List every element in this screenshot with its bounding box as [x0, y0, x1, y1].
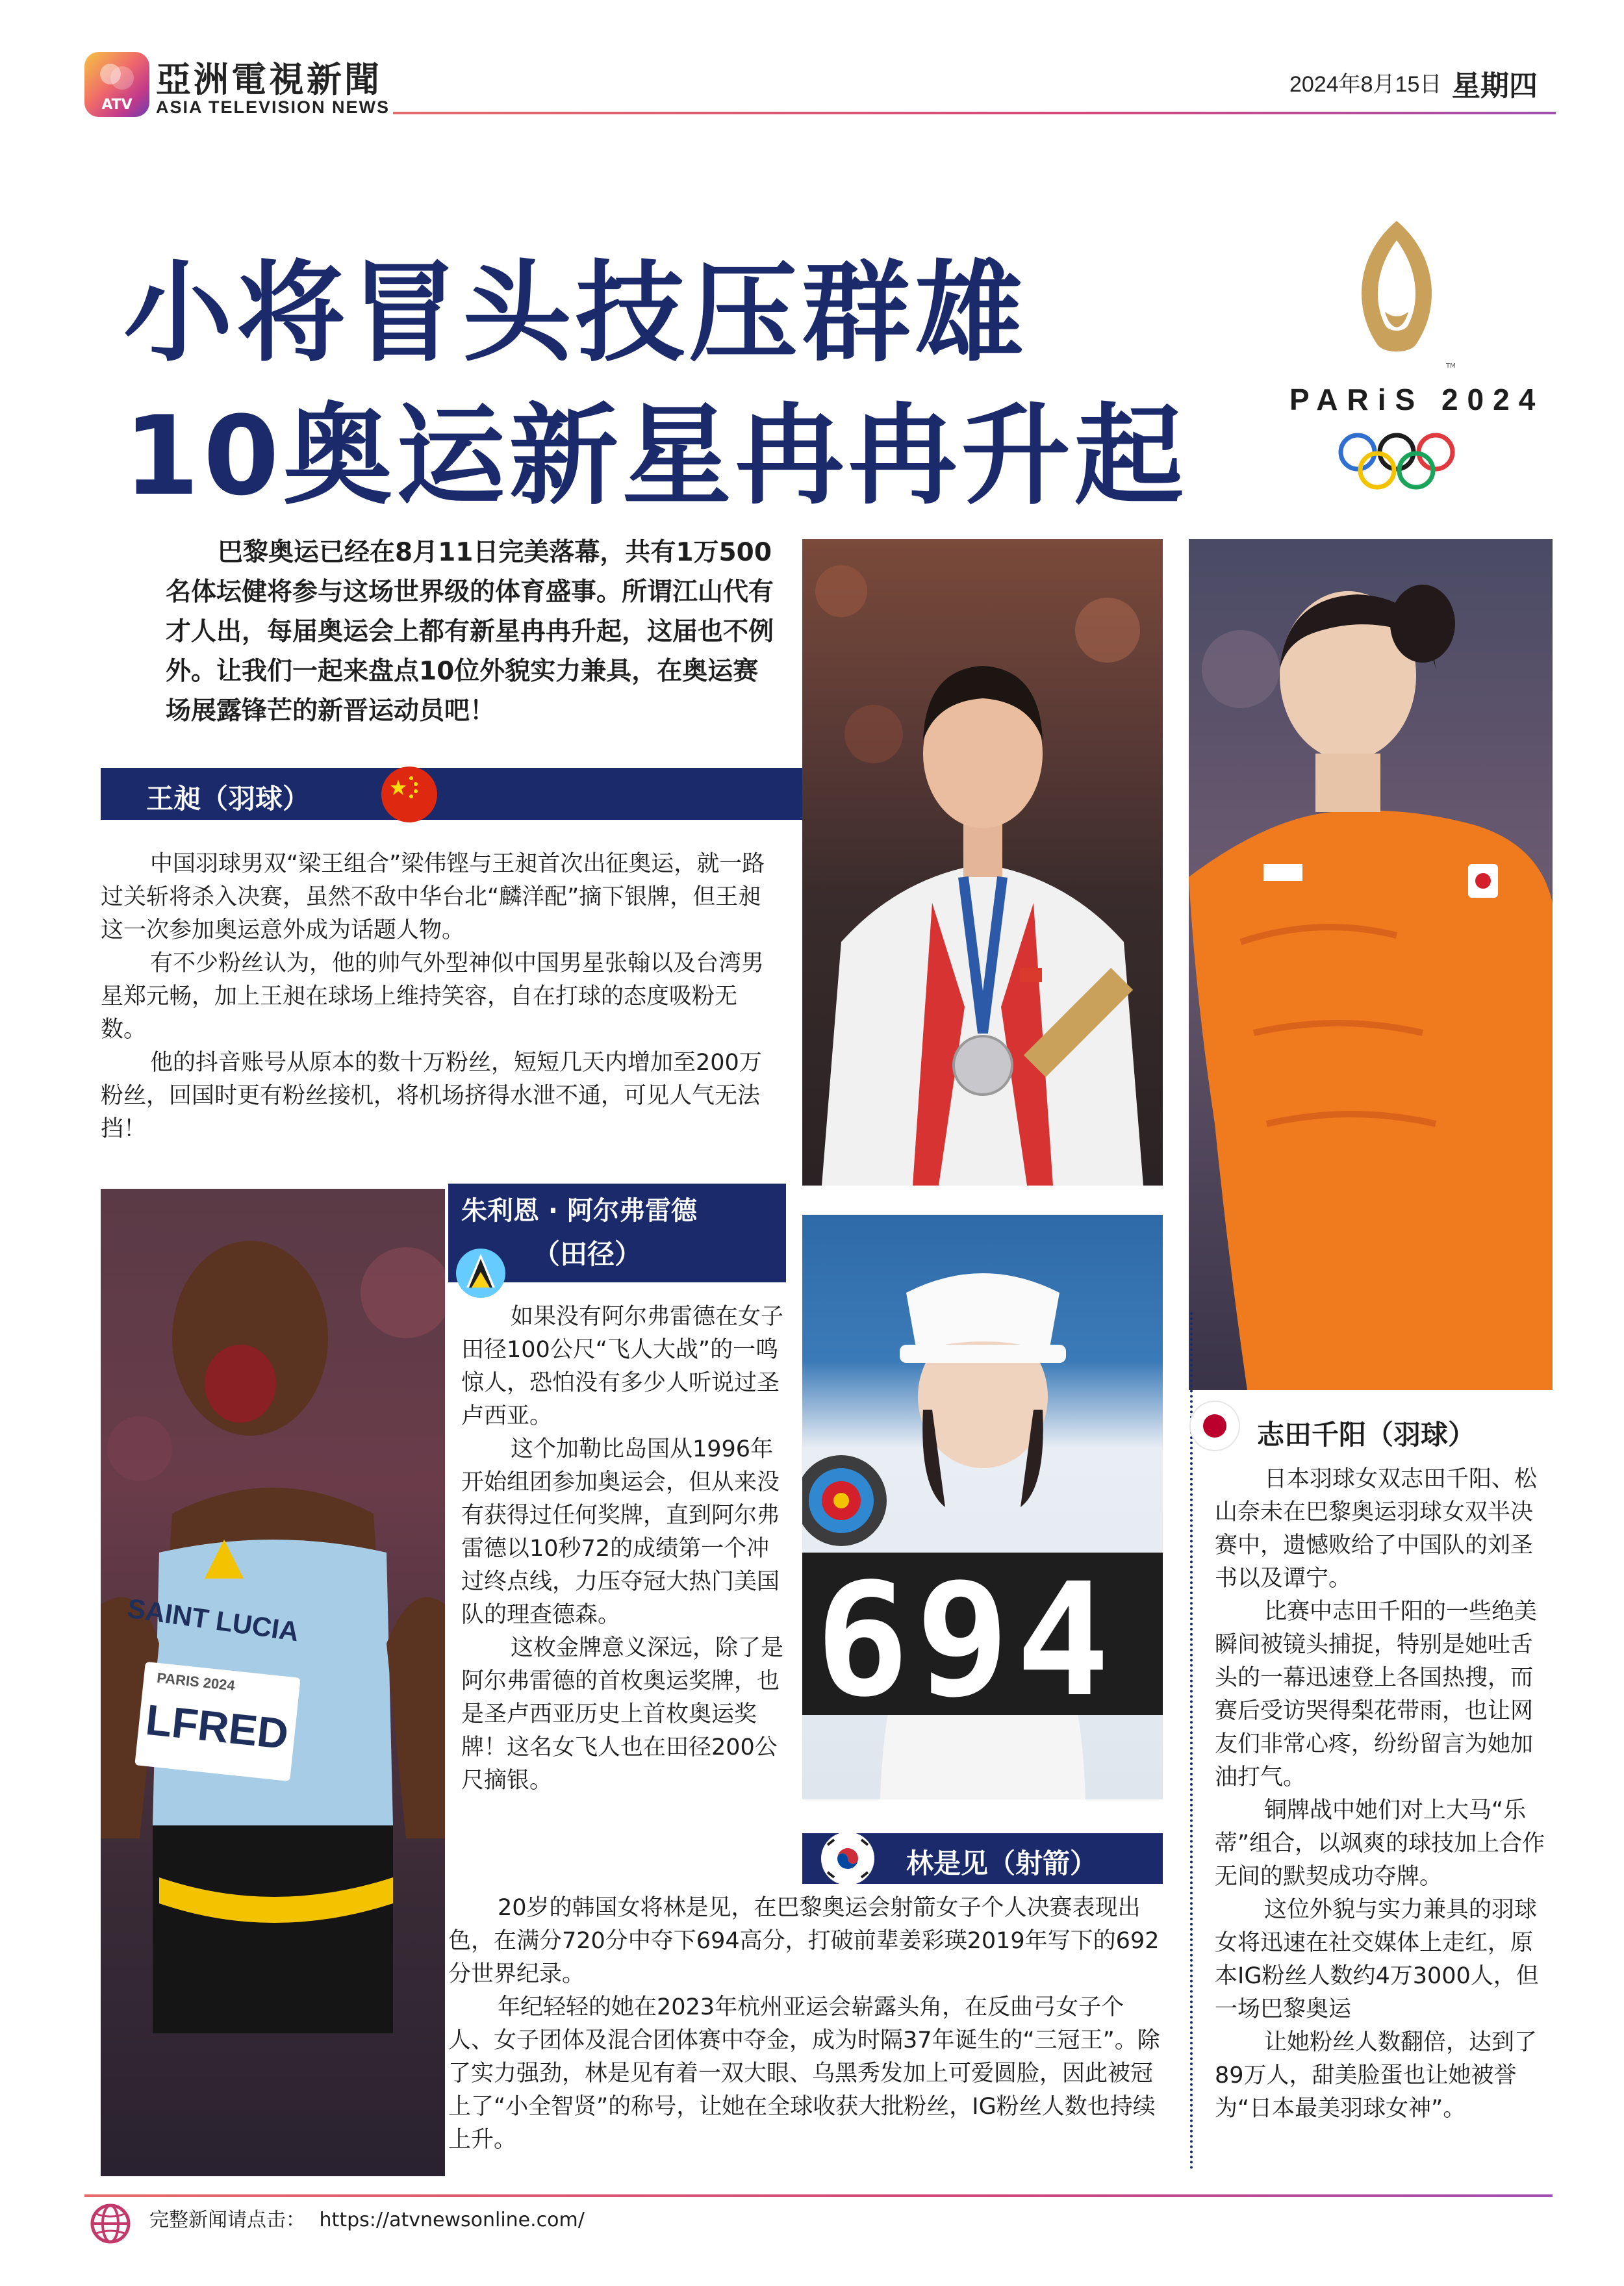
article-paragraph: 中国羽球男双“梁王组合”梁伟铿与王昶首次出征奥运，就一路过关斩将杀入决赛，虽然不敌中华台北“麟洋配”摘下银牌，但王昶这一次参加奥运意外成为话题人物。	[101, 851, 765, 943]
article-lim	[448, 1892, 1166, 2157]
china-flag-icon	[380, 765, 438, 824]
article-paragraph: 他的抖音账号从原本的数十万粉丝，短短几天内增加至200万粉丝，回国时更有粉丝接机，将机场挤得水泄不通，可见人气无法挡！	[101, 1050, 762, 1142]
scoreboard-number: 694	[815, 1549, 1117, 1731]
section-title-alfred: 朱利恩 · 阿尔弗雷德	[461, 1196, 698, 1226]
bib-name-text: LFRED	[143, 1695, 291, 1759]
issue-weekday: 星期四	[1452, 70, 1538, 103]
header-divider	[393, 112, 1556, 114]
headline-line-2: 10奥运新星冉冉升起	[123, 392, 1187, 520]
logo-english-name: ASIA TELEVISION NEWS	[156, 97, 390, 117]
article-paragraph: 如果没有阿尔弗雷德在女子田径100公尺“飞人大战”的一鸣惊人，恐怕没有多少人听说过圣卢西亚。	[461, 1304, 784, 1429]
article-paragraph: 这个加勒比岛国从1996年开始组团参加奥运会，但从来没有获得过任何奖牌，直到阿尔弗雷德以10秒72的成绩第一个冲过终点线，力压夺冠大热门美国队的理查德森。	[461, 1436, 780, 1628]
section-title-shida: 志田千阳（羽球）	[1257, 1419, 1476, 1451]
korea-flag-icon	[820, 1831, 876, 1886]
section-title-lim: 林是见（射箭）	[906, 1848, 1098, 1879]
headline-line-1: 小将冒头技压群雄	[123, 249, 1028, 377]
article-paragraph: 比赛中志田千阳的一些绝美瞬间被镜头捕捉，特别是她吐舌头的一幕迅速登上各国热搜，而赛后受访哭得梨花带雨，也让网友们非常心疼，纷纷留言为她加油打气。	[1215, 1599, 1538, 1790]
section-title-wang: 王昶（羽球）	[146, 783, 311, 815]
issue-date: 2024年8月15日	[1289, 72, 1442, 97]
atv-logo-badge: ATV	[84, 52, 149, 117]
svg-text:TM: TM	[1446, 362, 1456, 370]
article-paragraph: 20岁的韩国女将林是见，在巴黎奥运会射箭女子个人决赛表现出色，在满分720分中夺下694高分，打破前辈姜彩瑛2019年写下的692分世界纪录。	[448, 1895, 1160, 1987]
footer-divider	[84, 2194, 1553, 2197]
photo-julien-alfred	[101, 1189, 445, 2176]
paris-2024-wordmark: PARiS 2024	[1289, 383, 1545, 416]
footer-link-label: 完整新闻请点击：	[149, 2209, 305, 2231]
article-paragraph: 日本羽球女双志田千阳、松山奈未在巴黎奥运羽球女双半决赛中，遗憾败给了中国队的刘圣书以及谭宁。	[1215, 1466, 1538, 1592]
article-paragraph: 这位外貌与实力兼具的羽球女将迅速在社交媒体上走红，原本IG粉丝人数约4万3000人，但一场巴黎奥运	[1215, 1897, 1539, 2022]
saint-lucia-flag-icon	[455, 1247, 507, 1299]
bib-country-text: SAINT LUCIA	[125, 1592, 301, 1647]
photo-wang-chang	[802, 539, 1163, 1186]
olympic-rings-icon	[1332, 429, 1462, 494]
footer-url-link[interactable]: https://atvnewsonline.com/	[319, 2209, 585, 2231]
article-paragraph: 年纪轻轻的她在2023年杭州亚运会崭露头角，在反曲弓女子个人、女子团体及混合团体赛中夺金，成为时隔37年诞生的“三冠王”。除了实力强劲，林是见有着一双大眼、乌黑秀发加上可爱圆脸，因此被冠上了“小全智贤”的称号，让她在全球收获大批粉丝，IG粉丝人数也持续上升。	[448, 1994, 1160, 2153]
article-paragraph: 铜牌战中她们对上大马“乐蒂”组合，以飒爽的球技加上合作无间的默契成功夺牌。	[1215, 1797, 1545, 1890]
bib-event-text: PARIS 2024	[156, 1669, 236, 1694]
article-alfred	[461, 1301, 786, 1797]
japan-flag-icon	[1189, 1400, 1241, 1452]
globe-link-icon	[84, 2201, 136, 2246]
race-bib	[134, 1662, 300, 1781]
photo-shida-chiharu	[1189, 539, 1553, 1390]
article-paragraph: 这枚金牌意义深远，除了是阿尔弗雷德的首枚奥运奖牌，也是圣卢西亚历史上首枚奥运奖牌！这名女飞人也在田径200公尺摘银。	[461, 1635, 784, 1794]
paris-flame-logo-icon	[1332, 214, 1462, 377]
article-shida	[1215, 1463, 1553, 2126]
section-subtitle-alfred: （田径）	[533, 1238, 642, 1270]
photo-lim-sihyeon	[802, 1215, 1163, 1799]
article-paragraph: 有不少粉丝认为，他的帅气外型神似中国男星张翰以及台湾男星郑元畅，加上王昶在球场上维持笑容，自在打球的态度吸粉无数。	[101, 950, 765, 1043]
intro-paragraph: 巴黎奥运已经在8月11日完美落幕，共有1万500名体坛健将参与这场世界级的体育盛事。所谓江山代有才人出，每届奥运会上都有新星冉冉升起，这届也不例外。让我们一起来盘点10位外貌实力兼具，在奥运赛场展露锋芒的新晋运动员吧！	[166, 538, 774, 726]
logo-chinese-name: 亞洲電視新聞	[156, 59, 382, 100]
article-paragraph: 让她粉丝人数翻倍，达到了89万人，甜美脸蛋也让她被誉为“日本最美羽球女神”。	[1215, 2029, 1538, 2122]
article-wang	[101, 848, 773, 1146]
footer-label	[149, 2203, 585, 2232]
